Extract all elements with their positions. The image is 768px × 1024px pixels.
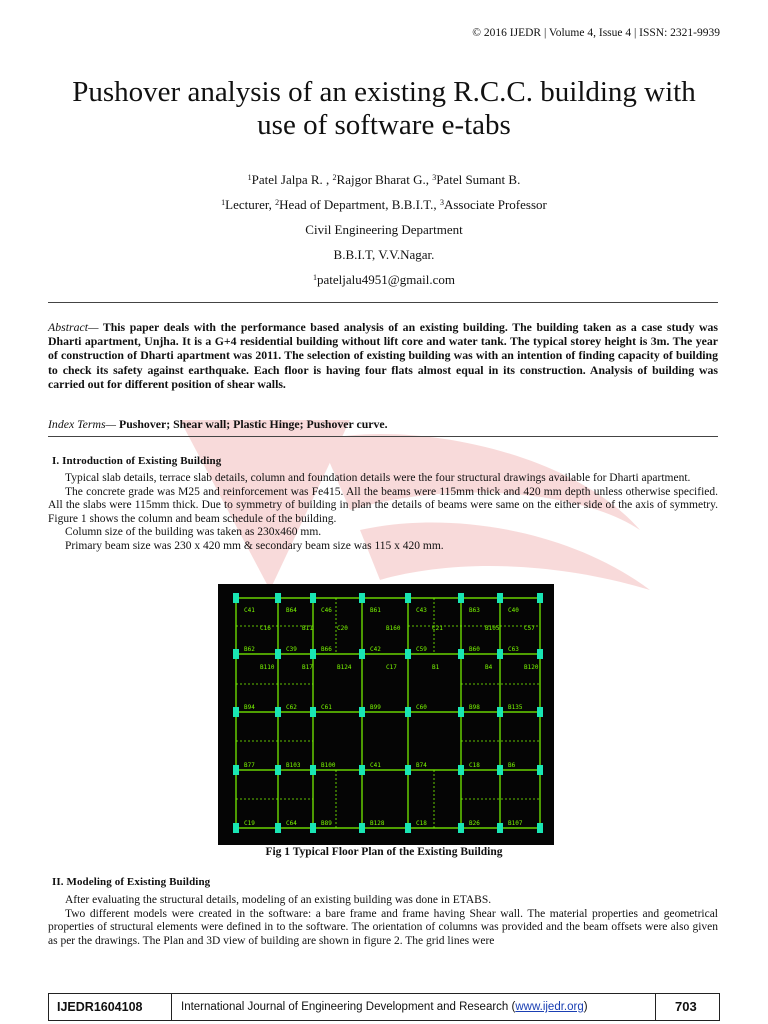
plan-label: C41 <box>370 762 381 769</box>
plan-column <box>310 707 316 717</box>
divider-bottom <box>48 436 718 437</box>
plan-column <box>458 765 464 775</box>
plan-column <box>497 707 503 717</box>
plan-column <box>405 765 411 775</box>
plan-column <box>405 593 411 603</box>
department: Civil Engineering Department <box>305 222 463 237</box>
plan-label: B74 <box>416 762 427 769</box>
institute: B.B.I.T, V.V.Nagar. <box>333 247 435 262</box>
plan-column <box>405 823 411 833</box>
plan-label: C20 <box>337 625 348 632</box>
plan-column <box>405 649 411 659</box>
plan-column <box>233 593 239 603</box>
plan-label: B160 <box>386 625 401 632</box>
plan-label: B89 <box>321 820 332 827</box>
page-number: 703 <box>675 999 697 1014</box>
plan-column <box>537 823 543 833</box>
plan-label: B17 <box>302 664 313 671</box>
plan-label: C64 <box>286 820 297 827</box>
paragraph: After evaluating the structural details, modeling of an existing building was done in ETABS. <box>65 894 492 906</box>
plan-column <box>275 823 281 833</box>
plan-column <box>359 823 365 833</box>
plan-label: B62 <box>244 646 255 653</box>
paper-title <box>40 76 728 142</box>
plan-label: B11 <box>302 625 313 632</box>
plan-label: B1 <box>432 664 440 671</box>
plan-column <box>537 765 543 775</box>
figure-caption: Fig 1 Typical Floor Plan of the Existing Building <box>265 846 503 858</box>
plan-column <box>537 707 543 717</box>
plan-label: C21 <box>432 625 443 632</box>
plan-column <box>359 593 365 603</box>
plan-column <box>275 593 281 603</box>
plan-label: C42 <box>370 646 381 653</box>
paragraph: Typical slab details, terrace slab details, column and foundation details were the four structural drawings available for Dharti apartment. <box>65 472 691 484</box>
plan-column <box>275 707 281 717</box>
plan-column <box>310 649 316 659</box>
plan-column <box>233 765 239 775</box>
plan-column <box>497 823 503 833</box>
paragraph: Column size of the building was taken as 230x460 mm. <box>65 526 322 538</box>
plan-label: B4 <box>485 664 493 671</box>
plan-label: C61 <box>321 704 332 711</box>
plan-label: C17 <box>386 664 397 671</box>
plan-column <box>233 707 239 717</box>
plan-label: C39 <box>286 646 297 653</box>
plan-label: C18 <box>469 762 480 769</box>
plan-label: B103 <box>286 762 301 769</box>
plan-column <box>537 593 543 603</box>
author-names: $^1$Patel Jalpa R. , $^2$Rajgor Bharat G., $^3$Patel Sumant B. <box>247 172 521 187</box>
plan-column <box>275 649 281 659</box>
plan-label: B94 <box>244 704 255 711</box>
footer-divider <box>655 994 656 1020</box>
plan-label: C63 <box>508 646 519 653</box>
divider-top <box>48 302 718 303</box>
plan-label: C62 <box>286 704 297 711</box>
plan-label: B100 <box>321 762 336 769</box>
plan-label: C41 <box>244 607 255 614</box>
plan-label: B98 <box>469 704 480 711</box>
paragraph: The concrete grade was M25 and reinforcement was Fe415. All the beams were 115mm thick and 420 mm depth unless otherwise specified. All the slabs were 115mm thick. Due to symmetry of building in plan the details of beams were same on the either side of the axis of symmetry. Figure 1 shows the column and beam schedule of the building. <box>48 485 718 525</box>
paragraph: Two different models were created in the software: a bare frame and frame having Shear wall. The material properties and geometrical properties of structural elements were defined in to the software. The orientation of columns was provided and the beam offsets were also given as per the drawings. The Plan and 3D view of building are shown in figure 2. The grid lines were <box>48 907 718 947</box>
plan-label: B105 <box>485 625 500 632</box>
index-terms-text: Pushover; Shear wall; Plastic Hinge; Pushover curve. <box>116 417 388 431</box>
plan-column <box>458 823 464 833</box>
plan-label: B66 <box>321 646 332 653</box>
plan-column <box>458 593 464 603</box>
plan-column <box>359 765 365 775</box>
journal-name: International Journal of Engineering Development and Research (www.ijedr.org) <box>181 1001 588 1013</box>
plan-column <box>458 649 464 659</box>
title-line-2: use of software e-tabs <box>257 109 511 141</box>
plan-label: C43 <box>416 607 427 614</box>
plan-label: C16 <box>260 625 271 632</box>
index-terms-label: Index Terms— <box>48 417 117 431</box>
plan-label: C19 <box>244 820 255 827</box>
plan-column <box>275 765 281 775</box>
paper-id: IJEDR1604108 <box>57 1000 143 1014</box>
plan-label: C46 <box>321 607 332 614</box>
plan-label: C40 <box>508 607 519 614</box>
section-2-heading: II. Modeling of Existing Building <box>52 876 211 888</box>
author-affiliations: $^1$Lecturer, $^2$Head of Department, B.B.I.T., $^3$Associate Professor <box>221 197 547 212</box>
plan-column <box>537 649 543 659</box>
abstract <box>48 320 718 391</box>
plan-label: B124 <box>337 664 352 671</box>
author-email[interactable]: $^1$pateljalu4951@gmail.com <box>313 272 455 287</box>
plan-label: B61 <box>370 607 381 614</box>
section-2-body <box>48 894 718 948</box>
section-1-heading: I. Introduction of Existing Building <box>52 455 222 467</box>
abstract-text: This paper deals with the performance based analysis of an existing building. The building taken as a case study was Dharti apartment, Unjha. It is a G+4 residential building without lift core and water tank. The typical storey height is 3m. The year of construction of Dharti apartment was 2011. The selection of existing building was with an intention of finding capacity of building to check its safety against earthquake. Each floor is having four flats almost equal in its construction. Analysis of building was carried out for different position of shear walls. <box>48 320 718 391</box>
plan-label: B107 <box>508 820 523 827</box>
plan-label: B6 <box>508 762 516 769</box>
journal-link[interactable]: www.ijedr.org <box>515 1001 584 1013</box>
plan-label: B128 <box>370 820 385 827</box>
plan-label: C59 <box>416 646 427 653</box>
plan-label: C57 <box>524 625 535 632</box>
plan-column <box>310 765 316 775</box>
plan-label: B77 <box>244 762 255 769</box>
plan-column <box>233 823 239 833</box>
plan-column <box>497 649 503 659</box>
plan-column <box>359 707 365 717</box>
page-footer <box>48 993 720 1021</box>
plan-column <box>233 649 239 659</box>
plan-label: B110 <box>260 664 275 671</box>
paragraph: Primary beam size was 230 x 420 mm & secondary beam size was 115 x 420 mm. <box>65 539 444 552</box>
plan-label: C18 <box>416 820 427 827</box>
index-terms <box>48 417 718 432</box>
plan-label: B135 <box>508 704 523 711</box>
plan-label: B99 <box>370 704 381 711</box>
title-line-1: Pushover analysis of an existing R.C.C. building with <box>72 76 696 108</box>
plan-label: B26 <box>469 820 480 827</box>
journal-header: © 2016 IJEDR | Volume 4, Issue 4 | ISSN: 2321-9939 <box>472 27 720 39</box>
plan-label: C60 <box>416 704 427 711</box>
plan-column <box>405 707 411 717</box>
plan-background <box>218 584 554 845</box>
plan-label: B64 <box>286 607 297 614</box>
footer-divider <box>171 994 172 1020</box>
plan-column <box>310 823 316 833</box>
abstract-label: Abstract— <box>48 320 99 334</box>
plan-column <box>497 765 503 775</box>
plan-column <box>310 593 316 603</box>
section-1-body <box>48 472 718 553</box>
plan-label: B60 <box>469 646 480 653</box>
plan-label: B120 <box>524 664 539 671</box>
floor-plan-figure <box>218 584 554 845</box>
plan-column <box>497 593 503 603</box>
plan-label: B63 <box>469 607 480 614</box>
plan-column <box>359 649 365 659</box>
plan-column <box>458 707 464 717</box>
